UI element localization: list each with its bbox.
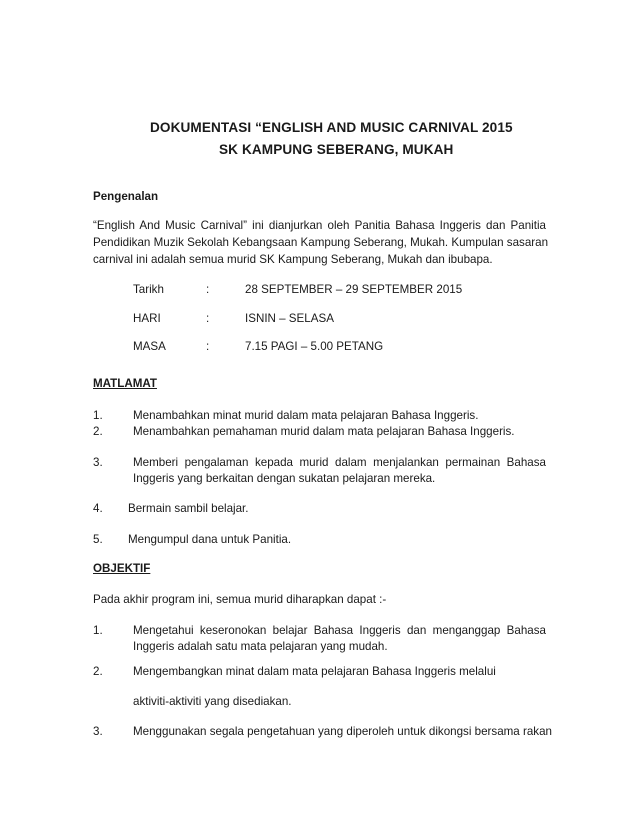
objektif-heading: OBJEKTIF [93, 562, 151, 575]
document-title-line-2: SK KAMPUNG SEBERANG, MUKAH [219, 142, 454, 157]
objektif-item-3-line-1: Menggunakan segala pengetahuan yang diperoleh untuk dikongsi bersama rakan [133, 725, 552, 738]
matlamat-item-3-line-1: Memberi pengalaman kepada murid dalam menjalankan permainan Bahasa [133, 456, 546, 469]
document-title-line-1: DOKUMENTASI “ENGLISH AND MUSIC CARNIVAL 2015 [150, 120, 513, 135]
matlamat-num-5: 5. [93, 533, 103, 546]
objektif-num-3: 3. [93, 725, 103, 738]
matlamat-item-1: Menambahkan minat murid dalam mata pelajaran Bahasa Inggeris. [133, 409, 479, 422]
detail-sep-masa: : [206, 340, 210, 353]
matlamat-item-5: Mengumpul dana untuk Panitia. [128, 533, 292, 546]
objektif-intro: Pada akhir program ini, semua murid diharapkan dapat :- [93, 593, 387, 606]
detail-label-masa: MASA [133, 340, 166, 353]
matlamat-num-1: 1. [93, 409, 103, 422]
intro-line-1: “English And Music Carnival” ini dianjurkan oleh Panitia Bahasa Inggeris dan Panitia [93, 219, 546, 232]
detail-value-masa: 7.15 PAGI – 5.00 PETANG [245, 340, 384, 353]
intro-line-3: carnival ini adalah semua murid SK Kampung Seberang, Mukah dan ibubapa. [93, 253, 493, 266]
detail-sep-hari: : [206, 312, 210, 325]
matlamat-item-4: Bermain sambil belajar. [128, 502, 249, 515]
detail-label-tarikh: Tarikh [133, 283, 164, 296]
intro-heading: Pengenalan [93, 190, 159, 203]
matlamat-heading: MATLAMAT [93, 377, 157, 390]
objektif-item-1-line-2: Inggeris adalah satu mata pelajaran yang mudah. [133, 640, 388, 653]
objektif-num-1: 1. [93, 624, 103, 637]
objektif-num-2: 2. [93, 665, 103, 678]
matlamat-item-2: Menambahkan pemahaman murid dalam mata pelajaran Bahasa Inggeris. [133, 425, 515, 438]
intro-line-2: Pendidikan Muzik Sekolah Kebangsaan Kampung Seberang, Mukah. Kumpulan sasaran [93, 236, 549, 249]
detail-value-hari: ISNIN – SELASA [245, 312, 334, 325]
detail-value-tarikh: 28 SEPTEMBER – 29 SEPTEMBER 2015 [245, 283, 463, 296]
matlamat-num-2: 2. [93, 425, 103, 438]
detail-label-hari: HARI [133, 312, 161, 325]
objektif-item-1-line-1: Mengetahui keseronokan belajar Bahasa Inggeris dan menganggap Bahasa [133, 624, 546, 637]
objektif-item-2-line-1: Mengembangkan minat dalam mata pelajaran Bahasa Inggeris melalui [133, 665, 496, 678]
matlamat-item-3-line-2: Inggeris yang berkaitan dengan sukatan pelajaran mereka. [133, 472, 436, 485]
matlamat-num-3: 3. [93, 456, 103, 469]
objektif-item-2-line-2: aktiviti-aktiviti yang disediakan. [133, 695, 292, 708]
detail-sep-tarikh: : [206, 283, 210, 296]
matlamat-num-4: 4. [93, 502, 103, 515]
